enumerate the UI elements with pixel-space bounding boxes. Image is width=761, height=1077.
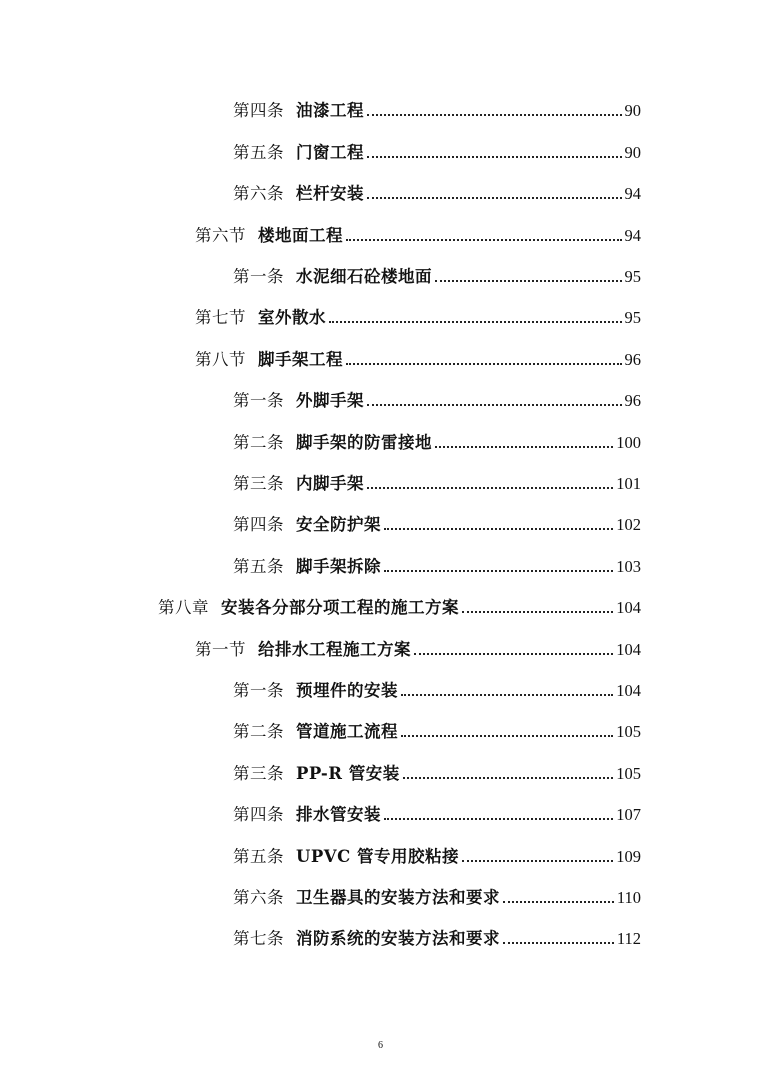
toc-entry xyxy=(233,551,641,577)
toc-entry-page: 95 xyxy=(624,308,641,327)
dot-leader xyxy=(401,693,613,696)
dot-leader xyxy=(435,445,613,448)
toc-entry xyxy=(233,468,641,494)
dot-leader xyxy=(503,900,614,903)
toc-entry-number: 第六条 xyxy=(233,184,284,203)
dot-leader xyxy=(435,279,622,282)
toc-entry-number: 第二条 xyxy=(233,722,284,741)
toc-entry-number: 第二条 xyxy=(233,433,284,452)
toc-entry xyxy=(158,592,641,618)
toc-entry xyxy=(233,716,641,742)
dot-leader xyxy=(462,859,613,862)
toc-entry-title: 给排水工程施工方案 xyxy=(258,640,411,659)
dot-leader xyxy=(462,610,613,613)
toc-entry xyxy=(195,302,641,328)
toc-entry-page: 109 xyxy=(616,847,641,866)
toc-entry xyxy=(233,427,641,453)
dot-leader xyxy=(367,155,622,158)
toc-entry-page: 104 xyxy=(616,598,641,617)
toc-entry-title: 脚手架的防雷接地 xyxy=(296,433,432,452)
dot-leader xyxy=(384,569,613,572)
toc-entry-page: 101 xyxy=(616,474,641,493)
dot-leader xyxy=(329,320,622,323)
dot-leader xyxy=(367,196,622,199)
toc-entry xyxy=(195,220,641,246)
toc-entry-page: 105 xyxy=(616,764,641,783)
dot-leader xyxy=(384,817,613,820)
dot-leader xyxy=(367,113,622,116)
toc-entry xyxy=(195,344,641,370)
toc-entry xyxy=(233,799,641,825)
dot-leader xyxy=(346,238,622,241)
toc-entry-title: 门窗工程 xyxy=(296,143,364,162)
toc-entry-title: 室外散水 xyxy=(258,308,326,327)
dot-leader xyxy=(346,362,622,365)
toc-entry-number: 第一条 xyxy=(233,681,284,700)
toc-entry-page: 95 xyxy=(624,267,641,286)
toc-entry-page: 96 xyxy=(624,391,641,410)
toc-entry-number: 第六条 xyxy=(233,888,284,907)
toc-entry-page: 110 xyxy=(616,888,641,907)
toc-entry-page: 94 xyxy=(624,184,641,203)
toc-entry-title: 外脚手架 xyxy=(296,391,364,410)
dot-leader xyxy=(503,941,614,944)
toc-entry xyxy=(233,385,641,411)
toc-entry-title: 安装各分部分项工程的施工方案 xyxy=(221,598,459,617)
toc-entry-title: 楼地面工程 xyxy=(258,226,343,245)
toc-entry-title: 水泥细石砼楼地面 xyxy=(296,267,432,286)
toc-entry-page: 96 xyxy=(624,350,641,369)
toc-entry-page: 100 xyxy=(616,433,641,452)
dot-leader xyxy=(384,527,613,530)
toc-entry-number: 第五条 xyxy=(233,847,284,866)
toc-entry-title: 卫生器具的安装方法和要求 xyxy=(296,888,500,907)
toc-entry-page: 112 xyxy=(616,929,641,948)
toc-entry xyxy=(195,634,641,660)
toc-entry-page: 90 xyxy=(624,143,641,162)
toc-entry-page: 103 xyxy=(616,557,641,576)
toc-entry-number: 第五条 xyxy=(233,557,284,576)
toc-entry-title: 脚手架拆除 xyxy=(296,557,381,576)
toc-entry-title: 预埋件的安装 xyxy=(296,681,398,700)
toc-entry xyxy=(233,137,641,163)
toc-entry xyxy=(233,882,641,908)
toc-entry-number: 第八章 xyxy=(158,598,209,617)
toc-entry-number: 第四条 xyxy=(233,101,284,120)
toc-entry-page: 102 xyxy=(616,515,641,534)
toc-entry-title: 消防系统的安装方法和要求 xyxy=(296,929,500,948)
toc-entry xyxy=(233,95,641,121)
toc-entry xyxy=(233,178,641,204)
toc-entry-title: 内脚手架 xyxy=(296,474,364,493)
toc-entry-number: 第四条 xyxy=(233,805,284,824)
dot-leader xyxy=(367,486,613,489)
toc-entry-number: 第七节 xyxy=(195,308,246,327)
toc-entry-title: 油漆工程 xyxy=(296,101,364,120)
toc-entry-number: 第三条 xyxy=(233,474,284,493)
toc-entry xyxy=(233,841,641,867)
toc-entry-number: 第五条 xyxy=(233,143,284,162)
toc-entry-number: 第一节 xyxy=(195,640,246,659)
toc-entry-title: UPVC 管专用胶粘接 xyxy=(296,847,459,866)
dot-leader xyxy=(401,734,613,737)
toc-entry-number: 第四条 xyxy=(233,515,284,534)
dot-leader xyxy=(403,776,614,779)
toc-entry-page: 107 xyxy=(616,805,641,824)
dot-leader xyxy=(367,403,622,406)
toc-entry-number: 第一条 xyxy=(233,391,284,410)
toc-entry xyxy=(233,261,641,287)
toc-entry-number: 第八节 xyxy=(195,350,246,369)
toc-entry xyxy=(233,923,641,949)
toc-entry-number: 第三条 xyxy=(233,764,284,783)
toc-entry-number: 第六节 xyxy=(195,226,246,245)
toc-entry-title: PP-R 管安装 xyxy=(296,764,400,783)
toc-entry xyxy=(233,509,641,535)
dot-leader xyxy=(414,652,613,655)
toc-entry-title: 安全防护架 xyxy=(296,515,381,534)
toc-entry-title: 排水管安装 xyxy=(296,805,381,824)
toc-entry xyxy=(233,675,641,701)
toc-entry-page: 105 xyxy=(616,722,641,741)
toc-entry-page: 90 xyxy=(624,101,641,120)
toc-entry-page: 104 xyxy=(616,640,641,659)
toc-entry xyxy=(233,758,641,784)
toc-entry-title: 脚手架工程 xyxy=(258,350,343,369)
toc-entry-page: 104 xyxy=(616,681,641,700)
toc-entry-number: 第七条 xyxy=(233,929,284,948)
toc-entry-number: 第一条 xyxy=(233,267,284,286)
toc-entry-page: 94 xyxy=(624,226,641,245)
page-number: 6 xyxy=(378,1040,383,1051)
toc-entry-title: 管道施工流程 xyxy=(296,722,398,741)
toc-entry-title: 栏杆安装 xyxy=(296,184,364,203)
